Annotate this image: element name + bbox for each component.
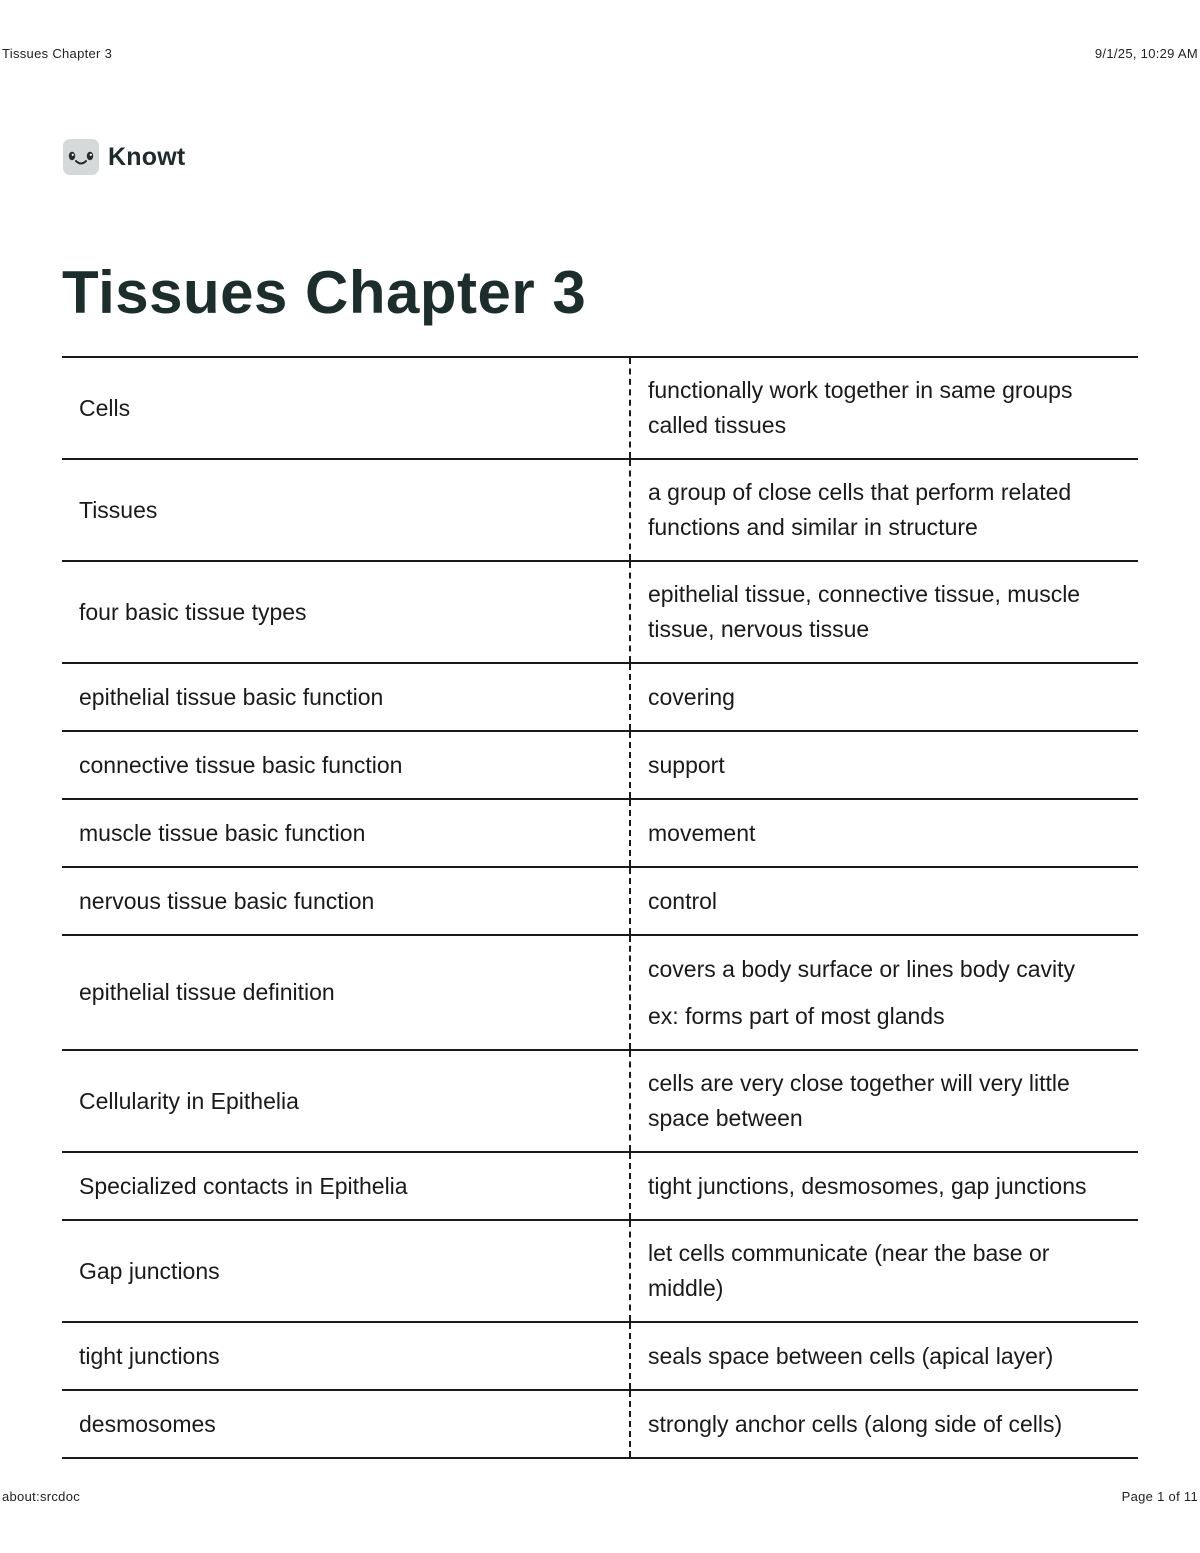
table-row [62, 799, 1138, 867]
table-row [62, 867, 1138, 935]
flashcard-table [62, 356, 1138, 1459]
definition-line: control [648, 887, 718, 914]
table-row [62, 1050, 1138, 1152]
definition-line: strongly anchor cells (along side of cells) [648, 1410, 1063, 1437]
print-header-timestamp: 9/1/25, 10:29 AM [1094, 46, 1198, 61]
term-cell: epithelial tissue basic function [62, 663, 630, 731]
definition-line: cells are very close together will very little space between [648, 1070, 1070, 1131]
definition-cell [630, 1322, 1138, 1390]
knowt-mascot-icon [62, 138, 100, 176]
definition-line: covering [648, 683, 735, 710]
table-row [62, 1390, 1138, 1458]
definition-cell [630, 1390, 1138, 1458]
definition-line: seals space between cells (apical layer) [648, 1342, 1054, 1369]
brand [62, 138, 185, 176]
definition-cell [630, 935, 1138, 1050]
definition-line: epithelial tissue, connective tissue, muscle tissue, nervous tissue [648, 581, 1081, 642]
definition-line: movement [648, 819, 756, 846]
print-footer-page-number: Page 1 of 11 [1121, 1489, 1198, 1504]
definition-line: covers a body surface or lines body cavity [648, 955, 1075, 982]
term-cell: desmosomes [62, 1390, 630, 1458]
definition-line: a group of close cells that perform related functions and similar in structure [648, 479, 1072, 540]
term-cell: four basic tissue types [62, 561, 630, 663]
definition-line: ex: forms part of most glands [648, 1002, 945, 1029]
definition-line: let cells communicate (near the base or middle) [648, 1240, 1050, 1301]
definition-cell [630, 867, 1138, 935]
term-cell: Tissues [62, 459, 630, 561]
definition-cell [630, 731, 1138, 799]
table-row [62, 561, 1138, 663]
table-row [62, 459, 1138, 561]
term-cell: epithelial tissue definition [62, 935, 630, 1050]
definition-cell [630, 1050, 1138, 1152]
definition-cell [630, 1220, 1138, 1322]
term-cell: Gap junctions [62, 1220, 630, 1322]
definition-cell [630, 663, 1138, 731]
definition-cell [630, 561, 1138, 663]
table-row [62, 357, 1138, 459]
table-row [62, 731, 1138, 799]
term-cell: Cells [62, 357, 630, 459]
term-cell: connective tissue basic function [62, 731, 630, 799]
definition-cell [630, 459, 1138, 561]
term-cell: tight junctions [62, 1322, 630, 1390]
print-footer-url: about:srcdoc [2, 1489, 81, 1504]
table-row [62, 1220, 1138, 1322]
table-row [62, 935, 1138, 1050]
term-cell: nervous tissue basic function [62, 867, 630, 935]
table-row [62, 1322, 1138, 1390]
table-row [62, 1152, 1138, 1220]
definition-cell [630, 799, 1138, 867]
print-header-title: Tissues Chapter 3 [2, 46, 113, 61]
page-title: Tissues Chapter 3 [62, 259, 587, 326]
definition-cell [630, 1152, 1138, 1220]
table-row [62, 663, 1138, 731]
term-cell: Cellularity in Epithelia [62, 1050, 630, 1152]
definition-cell [630, 357, 1138, 459]
term-cell: Specialized contacts in Epithelia [62, 1152, 630, 1220]
definition-line: support [648, 751, 725, 778]
brand-name: Knowt [108, 142, 186, 171]
term-cell: muscle tissue basic function [62, 799, 630, 867]
definition-line: functionally work together in same groups called tissues [648, 377, 1073, 438]
definition-line: tight junctions, desmosomes, gap junctions [648, 1172, 1087, 1199]
